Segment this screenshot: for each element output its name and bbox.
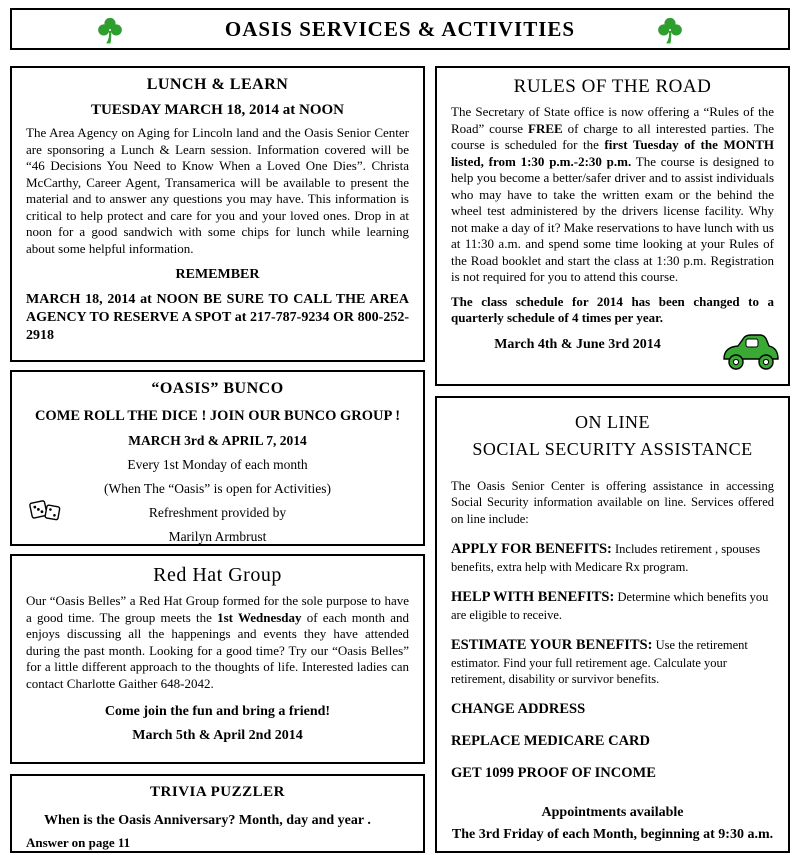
- lunch-learn-date: TUESDAY MARCH 18, 2014 at NOON: [90, 102, 345, 118]
- bunco-dates: MARCH 3rd & APRIL 7, 2014: [128, 433, 307, 448]
- rules-dates: March 4th & June 3rd 2014: [494, 337, 661, 353]
- red-hat-title: Red Hat Group: [153, 564, 282, 586]
- dice-icon: [28, 496, 62, 531]
- lunch-learn-call-text: MARCH 18, 2014 at NOON BE SURE TO CALL THE AREA AGENCY TO RESERVE A SPOT at 217-787-9234 OR 800-252-2918: [26, 292, 409, 344]
- section-red-hat-group: [10, 554, 425, 764]
- section-rules-of-the-road: [435, 66, 790, 386]
- ss-appointments: Appointments available: [541, 804, 684, 820]
- ss-item-label: REPLACE MEDICARE CARD: [451, 733, 650, 750]
- ss-item-change-address: [451, 700, 774, 719]
- red-hat-dates: March 5th & April 2nd 2014: [132, 728, 303, 743]
- rules-body: The Secretary of State office is now offering a “Rules of the Road” course FREE of charge to all interested parties. The course is scheduled for the first Tuesday of the MONTH listed, from 1:30 p.m.-2:30 p.m. The course is designed to help you become a better/safer driver and to assist individuals who may have to take the written exam or the behind the wheel test administered by the drivers license facility. Why not make a day of it? Make reservations to have lunch with us at 11:30 a.m. and spend some time looking at your Rules of the Road booklet and start the class at 1:30 p.m. Registration is not required for you to attend this course.: [451, 104, 774, 284]
- trivia-answer-note: Answer on page 11: [26, 835, 131, 850]
- ss-item-label: HELP WITH BENEFITS:: [451, 588, 615, 605]
- trivia-title: TRIVIA PUZZLER: [150, 784, 285, 800]
- car-icon: [720, 331, 782, 378]
- bunco-title: “OASIS” BUNCO: [151, 380, 284, 397]
- bunco-condition: (When The “Oasis” is open for Activities): [104, 481, 331, 496]
- shamrock-left-icon: [97, 17, 123, 50]
- ss-item-1099: [451, 764, 774, 783]
- ss-item-desc: Use the retirement estimator. Find your full retirement age. Calculate your retirement, disability or survivor benefits.: [451, 637, 748, 687]
- section-social-security-assistance: [435, 396, 790, 853]
- ss-item-desc: Determine which benefits you are eligible to receive.: [451, 589, 769, 622]
- trivia-question: When is the Oasis Anniversary? Month, day and year .: [44, 813, 371, 828]
- header-box: [10, 8, 790, 50]
- ss-title-line1: ON LINE: [575, 412, 650, 432]
- ss-item-replace-medicare: [451, 732, 774, 751]
- ss-item-estimate: [451, 636, 774, 687]
- lunch-learn-title: LUNCH & LEARN: [146, 76, 289, 93]
- lunch-learn-remember-label: REMEMBER: [175, 267, 260, 282]
- bunco-schedule: Every 1st Monday of each month: [127, 457, 308, 472]
- bunco-invite-line: COME ROLL THE DICE ! JOIN OUR BUNCO GROUP !: [34, 408, 401, 424]
- ss-item-apply: [451, 540, 774, 575]
- ss-item-label: ESTIMATE YOUR BENEFITS:: [451, 636, 653, 653]
- section-lunch-and-learn: [10, 66, 425, 362]
- section-oasis-bunco: [10, 370, 425, 546]
- bunco-refreshment: Refreshment provided by: [148, 505, 287, 520]
- shamrock-right-icon: [657, 17, 683, 50]
- ss-appointments-detail: The 3rd Friday of each Month, beginning at 9:30 a.m.: [451, 826, 774, 842]
- page-title: OASIS SERVICES & ACTIVITIES: [224, 16, 576, 41]
- bunco-host-name: Marilyn Armbrust: [168, 529, 267, 544]
- section-trivia-puzzler: [10, 774, 425, 853]
- ss-item-label: APPLY FOR BENEFITS:: [451, 540, 612, 557]
- ss-title-line2: SOCIAL SECURITY ASSISTANCE: [472, 439, 753, 459]
- ss-item-label: CHANGE ADDRESS: [451, 701, 586, 718]
- ss-item-desc: Includes retirement , spouses benefits, extra help with Medicare Rx program.: [451, 541, 761, 574]
- ss-item-label: GET 1099 PROOF OF INCOME: [451, 764, 656, 781]
- ss-item-help: [451, 588, 774, 623]
- red-hat-body: Our “Oasis Belles” a Red Hat Group formed for the sole purpose to have a good time. The group meets the 1st Wednesday of each month and enjoys discussing all the happenings and events they have attended during the past month. Looking for a good time? Try our “Oasis Belles” for a little different approach to the thoughts of life. Interested ladies can contact Charlotte Gaither 648-2042.: [26, 593, 409, 691]
- rules-title: RULES OF THE ROAD: [513, 76, 712, 97]
- lunch-learn-body: The Area Agency on Aging for Lincoln land and the Oasis Senior Center are sponsoring a Lunch & Learn session. Information covered will be “46 Decisions You Need to Know When a Loved One Dies”. Christa McCarthy, Career Agent, Transamerica will be available to present the material and to answer any questions you may have. This information is critical to help protect and care for you and your loved ones. Drop in at noon for a good sandwich with some chips for lunch while learning about some helpful information.: [26, 125, 409, 256]
- ss-intro: The Oasis Senior Center is offering assistance in accessing Social Security information available on line. Services offered on line include:: [451, 479, 774, 526]
- red-hat-invite: Come join the fun and bring a friend!: [104, 704, 331, 719]
- rules-schedule-note: The class schedule for 2014 has been changed to a quarterly schedule of 4 times per year.: [451, 293, 774, 326]
